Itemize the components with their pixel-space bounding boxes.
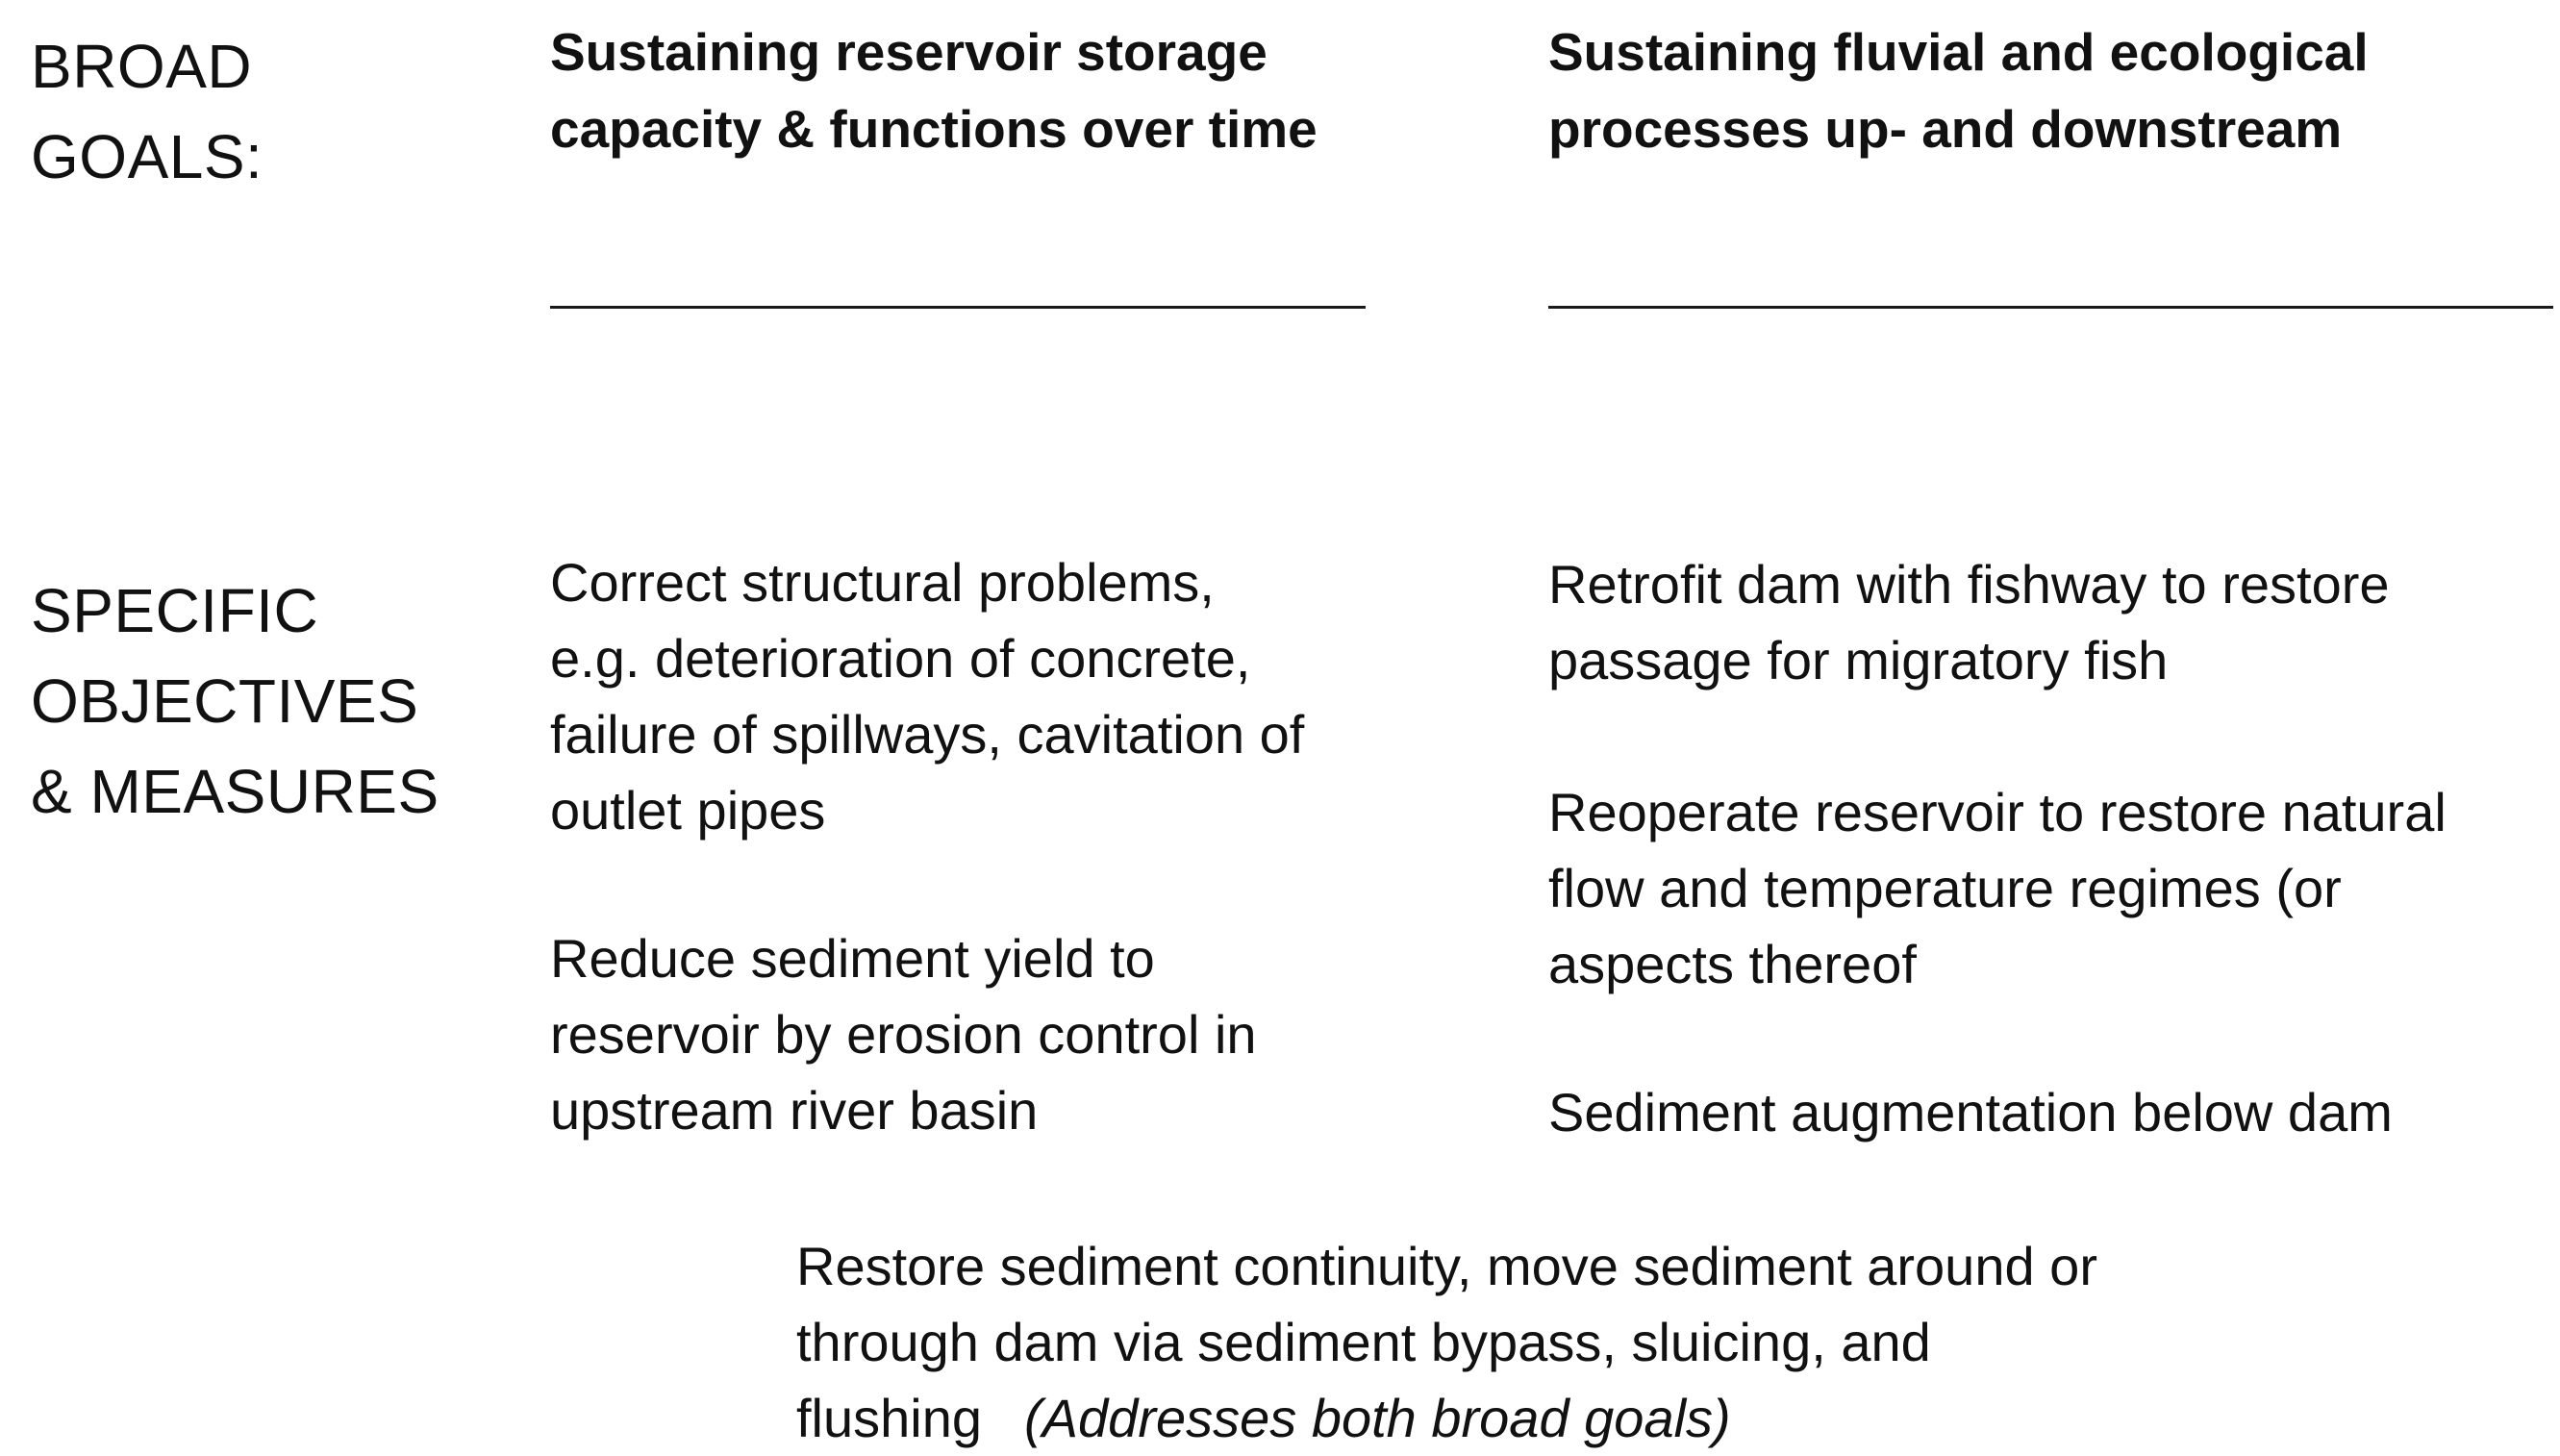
- measure-line-text: flushing: [796, 1388, 983, 1448]
- measure-line: Sediment augmentation below dam: [1548, 1082, 2393, 1142]
- goal-fluvial-ecological: [1548, 13, 2369, 167]
- label-line: GOALS:: [31, 122, 264, 191]
- goal-line: Sustaining reservoir storage: [550, 22, 1267, 82]
- measure-sediment-augmentation: [1548, 1074, 2393, 1150]
- broad-goals-label: [31, 21, 263, 202]
- measure-line: Restore sediment continuity, move sediment around or: [796, 1236, 2097, 1296]
- measure-line: e.g. deterioration of concrete,: [550, 628, 1251, 689]
- measure-line: outlet pipes: [550, 780, 826, 841]
- goal-line: capacity & functions over time: [550, 99, 1318, 159]
- goal-line: processes up- and downstream: [1548, 99, 2343, 159]
- measure-line: Correct structural problems,: [550, 552, 1215, 613]
- both-goals-note: (Addresses both broad goals): [1024, 1388, 1731, 1448]
- left-goal-divider: [550, 306, 1366, 309]
- measure-line: reservoir by erosion control in: [550, 1004, 1257, 1065]
- measure-line: through dam via sediment bypass, sluicing, and: [796, 1312, 1931, 1372]
- label-line: BROAD: [31, 32, 253, 101]
- measure-restore-sediment-continuity: [796, 1228, 2097, 1456]
- measure-line-last: [796, 1380, 2097, 1456]
- specific-objectives-label: [31, 565, 439, 837]
- measure-line: failure of spillways, cavitation of: [550, 704, 1305, 765]
- label-line: SPECIFIC: [31, 576, 319, 645]
- measure-line: aspects thereof: [1548, 934, 1917, 994]
- label-line: & MEASURES: [31, 757, 439, 826]
- measure-reoperate-reservoir: [1548, 774, 2447, 1002]
- measure-line: flow and temperature regimes (or: [1548, 858, 2342, 918]
- measure-line: passage for migratory fish: [1548, 630, 2169, 690]
- right-goal-divider: [1548, 306, 2553, 309]
- measure-line: Reduce sediment yield to: [550, 928, 1155, 989]
- measure-line: Reoperate reservoir to restore natural: [1548, 782, 2447, 842]
- measure-structural-problems: [550, 544, 1304, 848]
- goal-reservoir-storage: [550, 13, 1318, 167]
- measure-line: Retrofit dam with fishway to restore: [1548, 554, 2390, 615]
- goal-line: Sustaining fluvial and ecological: [1548, 22, 2369, 82]
- measure-line: upstream river basin: [550, 1080, 1039, 1141]
- measure-reduce-sediment-yield: [550, 920, 1257, 1148]
- measure-fishway-retrofit: [1548, 546, 2390, 698]
- label-line: OBJECTIVES: [31, 666, 419, 736]
